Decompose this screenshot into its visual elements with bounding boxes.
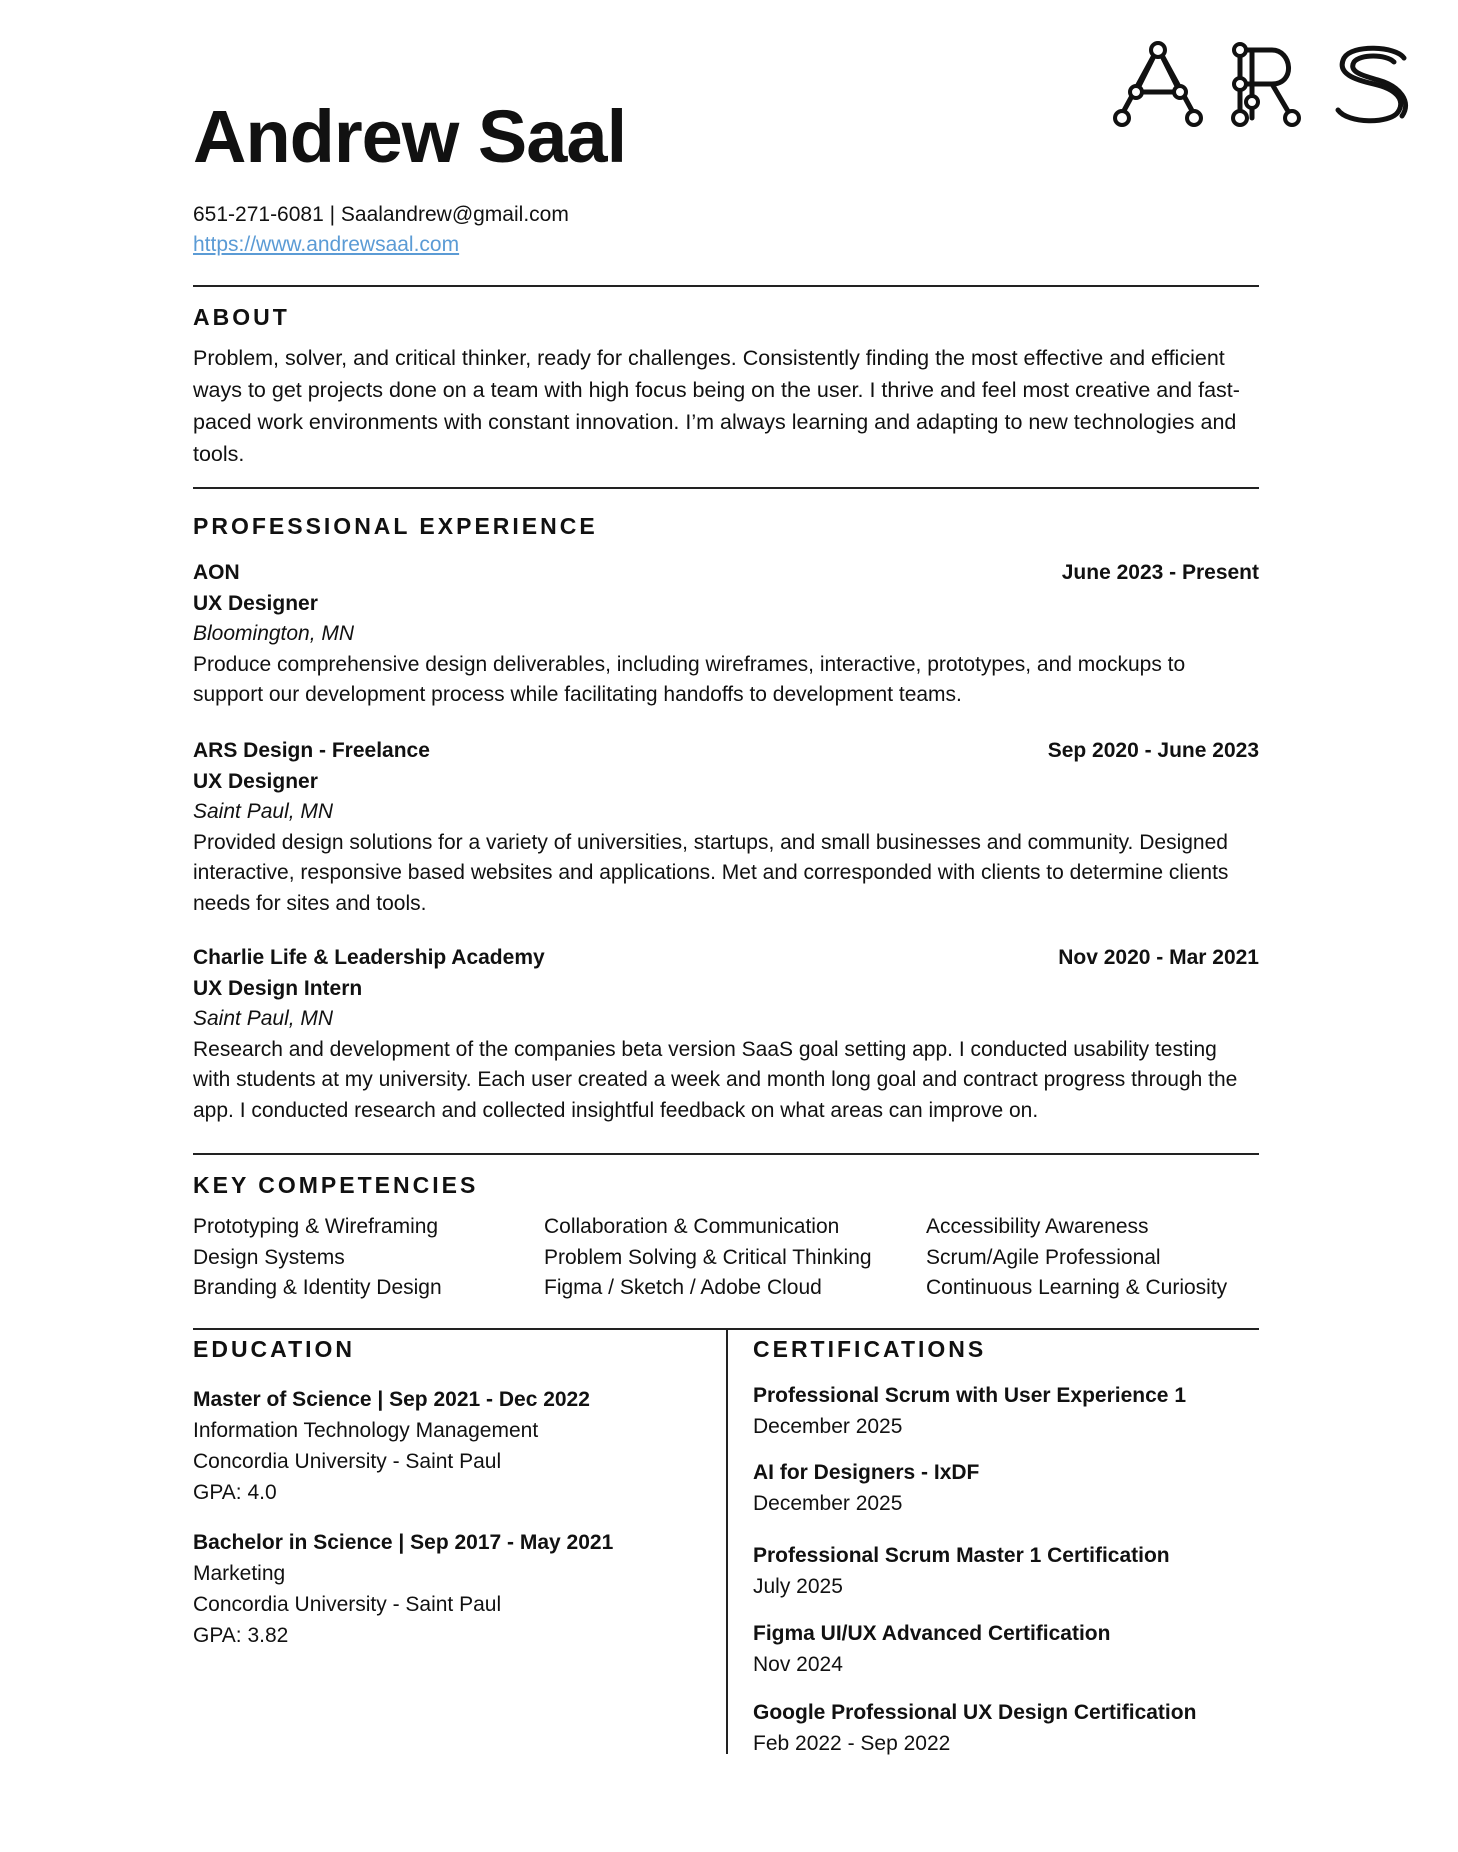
job-location: Saint Paul, MN — [193, 1007, 334, 1030]
certification-name: Professional Scrum Master 1 Certification — [753, 1544, 1170, 1567]
contact-separator: | — [323, 203, 341, 226]
certification-name: Professional Scrum with User Experience 1 — [753, 1384, 1187, 1407]
competency-item: Figma / Sketch / Adobe Cloud — [544, 1276, 822, 1299]
degree-school: Concordia University - Saint Paul — [193, 1450, 502, 1473]
about-text: Problem, solver, and critical thinker, ready for challenges. Consistently finding the most effective and efficient ways to get projects done on a team with high focus being on the user. I thrive and feel most creative and fast-paced work environments with constant innovation. I’m always learning and adapting to new technologies and tools. — [193, 346, 1240, 466]
competency-item: Problem Solving & Critical Thinking — [544, 1245, 872, 1269]
job-entry — [193, 943, 1259, 1126]
degree-field: Marketing — [193, 1562, 286, 1585]
job-company: Charlie Life & Leadership Academy — [193, 946, 545, 969]
divider — [193, 487, 1259, 489]
job-description: Provided design solutions for a variety of universities, startups, and small businesses and community. Designed interactive, responsive based websites and applications. Met and corresponded with clients to determine clients needs for sites and tools. — [193, 830, 1229, 915]
job-role: UX Designer — [193, 769, 318, 793]
job-entry — [193, 558, 1259, 711]
job-description: Research and development of the companies beta version SaaS goal setting app. I conducted usability testing with students at my university. Each user created a week and month long goal and contract progress through the app. I conducted research and collected insightful feedback on what areas can improve on. — [193, 1037, 1238, 1122]
education-entry — [193, 1384, 590, 1508]
contact-info — [193, 200, 569, 260]
competency-item: Accessibility Awareness — [926, 1215, 1149, 1238]
job-dates: Nov 2020 - Mar 2021 — [1058, 946, 1259, 969]
certification-date: December 2025 — [753, 1492, 903, 1515]
competency-item: Branding & Identity Design — [193, 1276, 442, 1299]
education-entry — [193, 1527, 613, 1651]
job-company: AON — [193, 561, 240, 584]
certification-entry — [753, 1697, 1196, 1759]
email-address[interactable]: Saalandrew@gmail.com — [340, 203, 569, 226]
competency-item: Scrum/Agile Professional — [926, 1245, 1161, 1269]
certification-name: Google Professional UX Design Certification — [753, 1701, 1197, 1724]
degree-school: Concordia University - Saint Paul — [193, 1593, 502, 1616]
column-divider — [726, 1328, 728, 1754]
candidate-name: Andrew Saal — [193, 95, 627, 178]
competencies-heading: KEY COMPETENCIES — [193, 1172, 479, 1198]
job-role: UX Designer — [193, 591, 318, 615]
competency-column — [544, 1212, 872, 1304]
divider — [193, 285, 1259, 287]
divider — [193, 1153, 1259, 1155]
website-link[interactable]: https://www.andrewsaal.com — [193, 233, 460, 256]
job-location: Bloomington, MN — [193, 622, 355, 645]
job-company: ARS Design - Freelance — [193, 739, 430, 762]
degree-gpa: GPA: 3.82 — [193, 1624, 289, 1647]
about-heading: ABOUT — [193, 304, 290, 330]
competency-item: Design Systems — [193, 1245, 345, 1269]
degree-gpa: GPA: 4.0 — [193, 1481, 277, 1504]
education-heading: EDUCATION — [193, 1336, 356, 1362]
certification-date: July 2025 — [753, 1575, 843, 1598]
competency-item: Continuous Learning & Curiosity — [926, 1276, 1228, 1299]
certifications-heading: CERTIFICATIONS — [753, 1336, 987, 1362]
certification-entry — [753, 1380, 1186, 1442]
certification-date: Nov 2024 — [753, 1653, 843, 1676]
ars-monogram-logo — [1112, 40, 1412, 130]
degree-field: Information Technology Management — [193, 1419, 539, 1442]
competency-column — [193, 1212, 442, 1304]
certification-name: AI for Designers - IxDF — [753, 1461, 980, 1484]
job-location: Saint Paul, MN — [193, 800, 334, 823]
job-entry — [193, 736, 1259, 919]
degree-heading: Master of Science | Sep 2021 - Dec 2022 — [193, 1388, 590, 1411]
job-role: UX Design Intern — [193, 976, 363, 1000]
certification-entry — [753, 1540, 1170, 1602]
phone-number: 651-271-6081 — [193, 203, 324, 226]
competency-item: Prototyping & Wireframing — [193, 1215, 439, 1238]
certification-date: December 2025 — [753, 1415, 903, 1438]
degree-heading: Bachelor in Science | Sep 2017 - May 2021 — [193, 1531, 614, 1554]
certification-name: Figma UI/UX Advanced Certification — [753, 1622, 1111, 1645]
experience-heading: PROFESSIONAL EXPERIENCE — [193, 513, 598, 539]
competency-column — [926, 1212, 1227, 1304]
certification-entry — [753, 1457, 979, 1519]
competency-item: Collaboration & Communication — [544, 1215, 840, 1238]
job-dates: June 2023 - Present — [1061, 561, 1259, 584]
certification-date: Feb 2022 - Sep 2022 — [753, 1732, 951, 1755]
job-description: Produce comprehensive design deliverables, including wireframes, interactive, prototypes, and mockups to support our development process while facilitating handoffs to development teams. — [193, 652, 1186, 706]
certification-entry — [753, 1618, 1110, 1680]
job-dates: Sep 2020 - June 2023 — [1047, 739, 1259, 762]
